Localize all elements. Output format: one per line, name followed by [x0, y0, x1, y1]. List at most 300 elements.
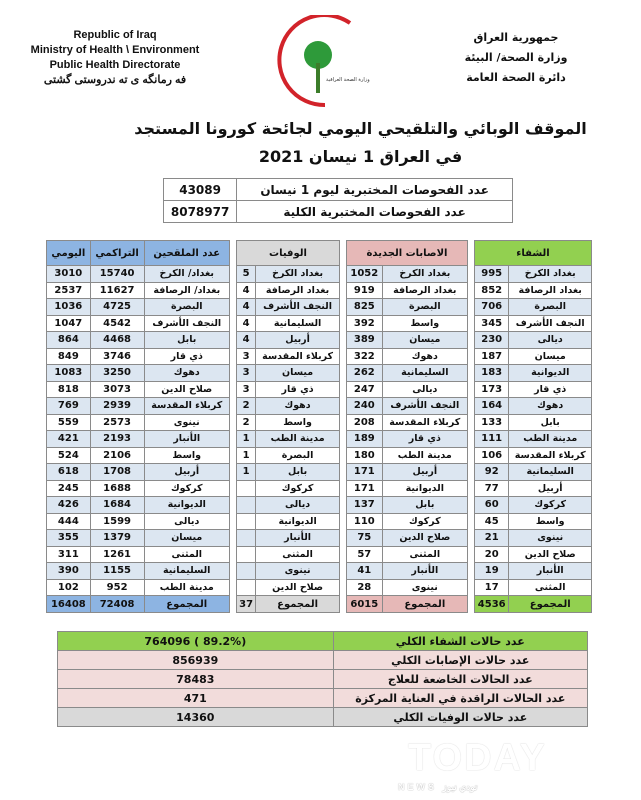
province-cell: نينوى: [382, 579, 467, 596]
watermark-news: NEWS: [398, 782, 437, 792]
table-row: [475, 381, 592, 398]
province-cell: دهوك: [144, 365, 230, 382]
province-cell: ميسان: [382, 332, 467, 349]
count-cell: 137: [347, 497, 383, 514]
cumulative-cell: 1684: [90, 497, 144, 514]
count-cell: 262: [347, 365, 383, 382]
province-cell: كربلاء المقدسة: [509, 447, 592, 464]
head-row: [475, 241, 592, 266]
province-cell: ديالى: [382, 381, 467, 398]
summary-table: [57, 631, 588, 727]
count-cell: 21: [475, 530, 509, 547]
province-cell: بغداد الرصافة: [509, 282, 592, 299]
header-en-line: Republic of Iraq: [73, 29, 157, 41]
province-cell: بغداد الكرخ: [256, 266, 340, 283]
daily-cell: 3010: [47, 266, 91, 283]
count-cell: 322: [347, 348, 383, 365]
cumulative-cell: 2193: [90, 431, 144, 448]
province-cell: النجف الأشرف: [144, 315, 230, 332]
count-cell: 4: [237, 299, 256, 316]
province-cell: المثنى: [144, 546, 230, 563]
cumulative-cell: 1261: [90, 546, 144, 563]
ministry-logo: [270, 15, 380, 110]
count-cell: 110: [347, 513, 383, 530]
count-cell: 77: [475, 480, 509, 497]
table-row: [475, 513, 592, 530]
table-row: [47, 497, 230, 514]
lab-tests-table: [163, 178, 513, 223]
daily-cell: 818: [47, 381, 91, 398]
daily-cell: 355: [47, 530, 91, 547]
summary-label: عدد حالات الشفاء الكلي: [333, 632, 587, 651]
daily-cell: 1083: [47, 365, 91, 382]
count-cell: 1: [237, 447, 256, 464]
province-cell: بغداد/ الرصافة: [144, 282, 230, 299]
province-cell: دهوك: [256, 398, 340, 415]
cumulative-cell: 1708: [90, 464, 144, 481]
table-row: [237, 497, 340, 514]
province-cell: بابل: [256, 464, 340, 481]
table-row: [347, 315, 468, 332]
table-row: [475, 299, 592, 316]
count-cell: 247: [347, 381, 383, 398]
count-cell: 171: [347, 464, 383, 481]
value-cell: 43089: [164, 179, 237, 201]
count-cell: 1: [237, 464, 256, 481]
daily-cell: 426: [47, 497, 91, 514]
province-cell: مدينة الطب: [144, 579, 230, 596]
province-cell: دهوك: [509, 398, 592, 415]
count-cell: 4: [237, 315, 256, 332]
table-row: [58, 670, 588, 689]
table-row: [237, 414, 340, 431]
province-cell: أربيل: [144, 464, 230, 481]
count-cell: [237, 480, 256, 497]
column-header: الاصابات الجديدة: [347, 241, 468, 266]
table-row: [237, 266, 340, 283]
watermark-brand: TODAY: [408, 737, 547, 779]
count-cell: 171: [347, 480, 383, 497]
table-row: [347, 398, 468, 415]
table-row: [237, 381, 340, 398]
province-cell: المثنى: [256, 546, 340, 563]
province-cell: واسط: [382, 315, 467, 332]
province-cell: بابل: [144, 332, 230, 349]
cumulative-cell: 2106: [90, 447, 144, 464]
label-cell: عدد الفحوصات المختبرية ليوم 1 نيسان: [237, 179, 513, 201]
province-cell: دهوك: [382, 348, 467, 365]
summary-label: عدد حالات الإصابات الكلي: [333, 651, 587, 670]
count-cell: 189: [347, 431, 383, 448]
count-cell: 825: [347, 299, 383, 316]
table-row: [47, 332, 230, 349]
table-row: [47, 365, 230, 382]
count-cell: 3: [237, 348, 256, 365]
province-cell: السليمانية: [509, 464, 592, 481]
table-row: [347, 348, 468, 365]
table-row: [347, 381, 468, 398]
daily-cell: 864: [47, 332, 91, 349]
head-row: [237, 241, 340, 266]
tot-row: [237, 596, 340, 613]
province-cell: البصرة: [144, 299, 230, 316]
title-line-2: في العراق 1 نيسان 2021: [258, 147, 463, 166]
count-cell: 3: [237, 365, 256, 382]
province-cell: أربيل: [382, 464, 467, 481]
table-row: [58, 632, 588, 651]
table-row: [47, 398, 230, 415]
province-cell: بابل: [382, 497, 467, 514]
cumulative-cell: 4725: [90, 299, 144, 316]
table-row: [347, 497, 468, 514]
province-cell: البصرة: [509, 299, 592, 316]
table-row: [475, 348, 592, 365]
table-row: [347, 282, 468, 299]
tot-row: [475, 596, 592, 613]
count-cell: 1: [237, 431, 256, 448]
palm-tree-logo-icon: [270, 15, 380, 110]
table-row: [164, 179, 513, 201]
province-cell: البصرة: [382, 299, 467, 316]
deaths-table: [236, 240, 340, 613]
table-row: [47, 464, 230, 481]
summary-value: 78483: [58, 670, 334, 689]
table-row: [347, 563, 468, 580]
province-cell: ذي قار: [256, 381, 340, 398]
province-cell: كربلاء المقدسة: [256, 348, 340, 365]
count-cell: 45: [475, 513, 509, 530]
label-cell: عدد الفحوصات المختبرية الكلية: [237, 201, 513, 223]
table-row: [237, 431, 340, 448]
province-cell: كركوك: [144, 480, 230, 497]
table-row: [347, 513, 468, 530]
table-row: [237, 546, 340, 563]
summary-value: (89.2% ) 764096: [58, 632, 334, 651]
count-cell: 389: [347, 332, 383, 349]
title-line-1: الموقف الوبائي والتلقيحي اليومي لجائحة كورونا المستجد: [134, 119, 587, 138]
province-cell: الديوانية: [382, 480, 467, 497]
summary-value: 14360: [58, 708, 334, 727]
table-row: [58, 708, 588, 727]
count-cell: 919: [347, 282, 383, 299]
cumulative-cell: 4468: [90, 332, 144, 349]
cumulative-cell: 2573: [90, 414, 144, 431]
count-cell: 240: [347, 398, 383, 415]
table-row: [164, 201, 513, 223]
province-cell: صلاح الدين: [256, 579, 340, 596]
count-cell: 75: [347, 530, 383, 547]
count-cell: 4: [237, 282, 256, 299]
header-arabic: [451, 28, 581, 88]
province-cell: بابل: [509, 414, 592, 431]
table-row: [47, 431, 230, 448]
table-row: [475, 266, 592, 283]
column-header: اليومي: [47, 241, 91, 266]
table-row: [347, 414, 468, 431]
column-header: عدد الملقحين: [144, 241, 230, 266]
table-row: [475, 447, 592, 464]
daily-cell: 1047: [47, 315, 91, 332]
table-row: [347, 530, 468, 547]
daily-cell: 618: [47, 464, 91, 481]
province-cell: ذي قار: [382, 431, 467, 448]
province-cell: ذي قار: [144, 348, 230, 365]
table-row: [475, 414, 592, 431]
daily-cell: 102: [47, 579, 91, 596]
daily-cell: 849: [47, 348, 91, 365]
count-cell: [237, 530, 256, 547]
table-row: [475, 431, 592, 448]
table-row: [475, 530, 592, 547]
count-cell: 187: [475, 348, 509, 365]
province-cell: صلاح الدين: [144, 381, 230, 398]
province-cell: بغداد الكرخ: [382, 266, 467, 283]
table-row: [47, 266, 230, 283]
province-cell: نينوى: [509, 530, 592, 547]
table-row: [237, 447, 340, 464]
watermark-sub: [398, 782, 477, 793]
count-cell: 345: [475, 315, 509, 332]
table-row: [237, 332, 340, 349]
cumulative-cell: 1155: [90, 563, 144, 580]
count-cell: 173: [475, 381, 509, 398]
summary-label: عدد الحالات الراقدة في العناية المركزة: [333, 689, 587, 708]
province-cell: مدينة الطب: [382, 447, 467, 464]
table-row: [475, 563, 592, 580]
watermark: [380, 736, 590, 798]
count-cell: [237, 563, 256, 580]
province-cell: ذي قار: [509, 381, 592, 398]
province-cell: صلاح الدين: [509, 546, 592, 563]
daily-cell: 311: [47, 546, 91, 563]
table-row: [47, 282, 230, 299]
cumulative-cell: 1688: [90, 480, 144, 497]
cumulative-cell: 11627: [90, 282, 144, 299]
count-cell: 133: [475, 414, 509, 431]
head-row: [47, 241, 230, 266]
table-row: [237, 530, 340, 547]
province-cell: الأنبار: [144, 431, 230, 448]
count-cell: 852: [475, 282, 509, 299]
province-cell: النجف الأشرف: [256, 299, 340, 316]
province-cell: نينوى: [256, 563, 340, 580]
cumulative-cell: 15740: [90, 266, 144, 283]
table-row: [475, 480, 592, 497]
count-cell: 2: [237, 398, 256, 415]
cumulative-cell: 4542: [90, 315, 144, 332]
table-row: [47, 348, 230, 365]
province-cell: واسط: [144, 447, 230, 464]
count-cell: 180: [347, 447, 383, 464]
table-row: [58, 689, 588, 708]
table-row: [47, 447, 230, 464]
daily-cell: 559: [47, 414, 91, 431]
table-row: [237, 282, 340, 299]
header-en-line: Public Health Directorate: [49, 59, 181, 71]
table-row: [237, 348, 340, 365]
header-en-line: فه رمانگه ی ته ندروستی گشتی: [43, 74, 187, 86]
table-row: [47, 530, 230, 547]
count-cell: 20: [475, 546, 509, 563]
count-cell: 392: [347, 315, 383, 332]
total-cell: 72408: [90, 596, 144, 613]
table-row: [475, 464, 592, 481]
cumulative-cell: 3250: [90, 365, 144, 382]
table-row: [347, 299, 468, 316]
province-cell: أربيل: [256, 332, 340, 349]
count-cell: 1052: [347, 266, 383, 283]
count-cell: 164: [475, 398, 509, 415]
header-ar-line: وزارة الصحة/ البيئة: [464, 51, 568, 64]
count-cell: 230: [475, 332, 509, 349]
daily-cell: 245: [47, 480, 91, 497]
province-cell: ديالى: [144, 513, 230, 530]
count-cell: 183: [475, 365, 509, 382]
summary-label: عدد الحالات الخاضعة للعلاج: [333, 670, 587, 689]
count-cell: 57: [347, 546, 383, 563]
table-row: [475, 497, 592, 514]
total-cell: 16408: [47, 596, 91, 613]
province-cell: المثنى: [382, 546, 467, 563]
table-row: [58, 651, 588, 670]
province-cell: بغداد الرصافة: [256, 282, 340, 299]
header-ar-line: دائرة الصحة العامة: [466, 71, 566, 84]
daily-cell: 444: [47, 513, 91, 530]
count-cell: 28: [347, 579, 383, 596]
province-cell: مدينة الطب: [509, 431, 592, 448]
province-cell: الديوانية: [144, 497, 230, 514]
table-row: [47, 480, 230, 497]
count-cell: 4: [237, 332, 256, 349]
table-row: [475, 365, 592, 382]
province-cell: النجف الأشرف: [509, 315, 592, 332]
tot-row: [347, 596, 468, 613]
table-row: [47, 513, 230, 530]
table-row: [47, 381, 230, 398]
province-cell: الأنبار: [509, 563, 592, 580]
daily-cell: 421: [47, 431, 91, 448]
column-header: التراكمي: [90, 241, 144, 266]
province-cell: نينوى: [144, 414, 230, 431]
count-cell: 3: [237, 381, 256, 398]
total-label: المجموع: [256, 596, 340, 613]
table-row: [347, 579, 468, 596]
province-cell: الأنبار: [382, 563, 467, 580]
count-cell: 5: [237, 266, 256, 283]
province-cell: ميسان: [256, 365, 340, 382]
total-cell: المجموع: [144, 596, 230, 613]
province-cell: المثنى: [509, 579, 592, 596]
province-cell: بغداد الكرخ: [509, 266, 592, 283]
province-cell: كركوك: [256, 480, 340, 497]
count-cell: 106: [475, 447, 509, 464]
total-value: 4536: [475, 596, 509, 613]
daily-cell: 1036: [47, 299, 91, 316]
table-row: [475, 315, 592, 332]
count-cell: 60: [475, 497, 509, 514]
cumulative-cell: 1379: [90, 530, 144, 547]
table-row: [237, 563, 340, 580]
count-cell: 111: [475, 431, 509, 448]
province-cell: البصرة: [256, 447, 340, 464]
total-value: 6015: [347, 596, 383, 613]
count-cell: 19: [475, 563, 509, 580]
tot-row: [47, 596, 230, 613]
province-cell: أربيل: [509, 480, 592, 497]
province-cell: السليمانية: [144, 563, 230, 580]
province-cell: مدينة الطب: [256, 431, 340, 448]
province-cell: الديوانية: [509, 365, 592, 382]
count-cell: 208: [347, 414, 383, 431]
table-row: [347, 365, 468, 382]
count-cell: [237, 546, 256, 563]
head-row: [347, 241, 468, 266]
province-cell: ميسان: [509, 348, 592, 365]
count-cell: 92: [475, 464, 509, 481]
logo-text: وزارة الصحة العراقية: [326, 77, 370, 83]
table-row: [475, 579, 592, 596]
province-cell: الديوانية: [256, 513, 340, 530]
total-label: المجموع: [509, 596, 592, 613]
province-cell: ميسان: [144, 530, 230, 547]
province-cell: كركوك: [509, 497, 592, 514]
province-cell: كربلاء المقدسة: [144, 398, 230, 415]
header-english: [25, 28, 205, 88]
table-row: [237, 299, 340, 316]
table-row: [237, 315, 340, 332]
table-row: [47, 315, 230, 332]
value-cell: 8078977: [164, 201, 237, 223]
daily-cell: 390: [47, 563, 91, 580]
province-cell: ديالى: [509, 332, 592, 349]
table-row: [347, 464, 468, 481]
table-row: [347, 546, 468, 563]
count-cell: [237, 579, 256, 596]
province-cell: ديالى: [256, 497, 340, 514]
table-row: [237, 398, 340, 415]
table-row: [47, 546, 230, 563]
table-row: [237, 579, 340, 596]
daily-cell: 2537: [47, 282, 91, 299]
table-row: [237, 513, 340, 530]
summary-label: عدد حالات الوفيات الكلي: [333, 708, 587, 727]
province-cell: الأنبار: [256, 530, 340, 547]
recovered-table: [474, 240, 592, 613]
table-row: [237, 365, 340, 382]
province-cell: كركوك: [382, 513, 467, 530]
table-row: [475, 282, 592, 299]
count-cell: 41: [347, 563, 383, 580]
table-row: [237, 480, 340, 497]
table-row: [347, 431, 468, 448]
province-cell: بغداد الرصافة: [382, 282, 467, 299]
province-cell: السليمانية: [256, 315, 340, 332]
table-row: [347, 266, 468, 283]
header-en-line: Ministry of Health \ Environment: [30, 44, 200, 56]
watermark-arabic: تودي نيوز: [442, 782, 478, 792]
table-row: [47, 579, 230, 596]
table-row: [475, 332, 592, 349]
column-header: الشفاء: [475, 241, 592, 266]
column-header: الوفيات: [237, 241, 340, 266]
cumulative-cell: 3746: [90, 348, 144, 365]
new-cases-table: [346, 240, 468, 613]
table-row: [475, 398, 592, 415]
daily-cell: 524: [47, 447, 91, 464]
table-row: [47, 299, 230, 316]
province-cell: النجف الأشرف: [382, 398, 467, 415]
province-cell: واسط: [256, 414, 340, 431]
